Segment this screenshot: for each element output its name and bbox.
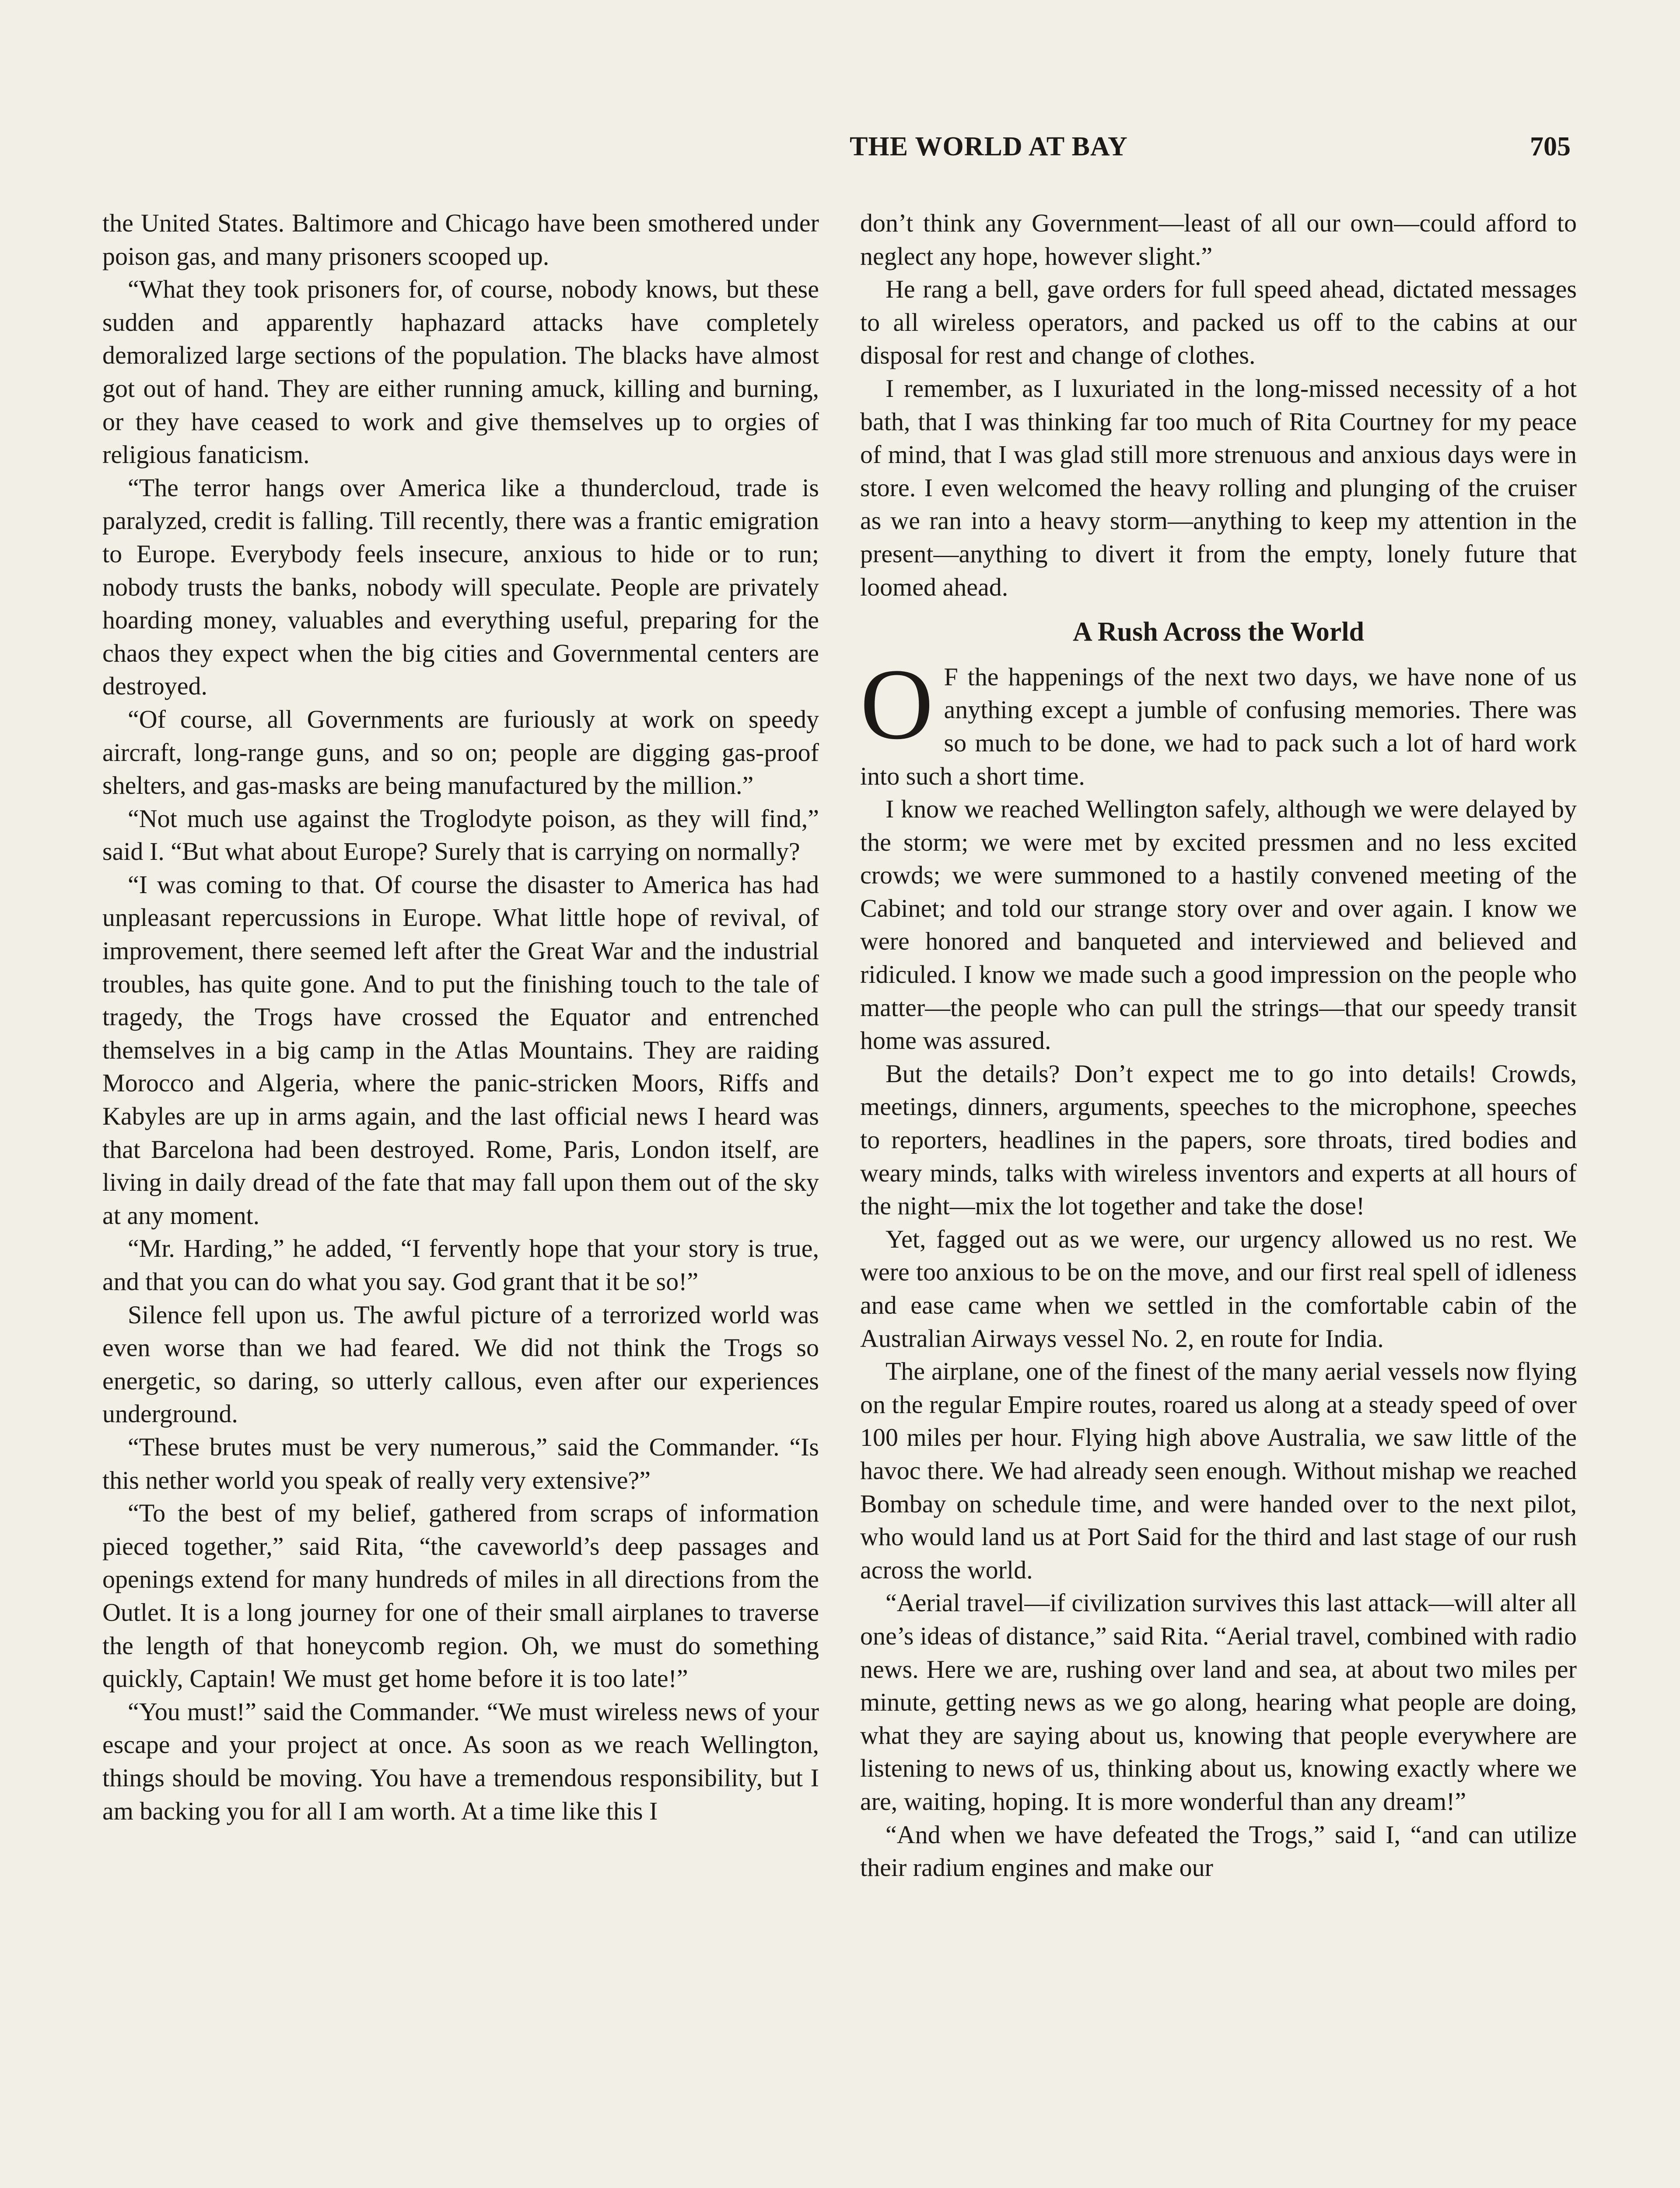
right-column: [860, 207, 1577, 1884]
paragraph: “To the best of my belief, gathered from scraps of information pieced together,” said Rita, “the caveworld’s deep passages and openings extend for many hundreds of miles in all directions from the Outlet. It is a long journey for one of their small airplanes to traverse the length of that honeycomb region. Oh, we must do something quickly, Captain! We must get home before it is too late!”: [102, 1499, 819, 1693]
paragraph: But the details? Don’t expect me to go into details! Crowds, meetings, dinners, arguments, speeches to the microphone, speeches to reporters, headlines in the papers, sore throats, tired bodies and weary minds, talks with wireless inventors and experts at all hours of the night—mix the lot together and take the dose!: [860, 1059, 1577, 1220]
section-heading: A Rush Across the World: [1072, 617, 1365, 647]
paragraph: “Of course, all Governments are furiously at work on speedy aircraft, long-range guns, and so on; people are digging gas-proof shelters, and gas-masks are being manufactured by the million.”: [102, 705, 819, 800]
paragraph: “I was coming to that. Of course the disaster to America has had unpleasant repercussions in Europe. What little hope of revival, of improvement, there seemed left after the Great War and the industrial troubles, has quite gone. And to put the finishing touch to the tale of tragedy, the Trogs have crossed the Equator and entrenched themselves in a big camp in the Atlas Mountains. They are raiding Morocco and Algeria, where the panic-stricken Moors, Riffs and Kabyles are up in arms again, and the last official news I heard was that Barcelona had been destroyed. Rome, Paris, London itself, are living in daily dread of the fate that may fall upon them out of the sky at any moment.: [102, 870, 819, 1230]
page-number: 705: [1530, 132, 1571, 161]
running-title: THE WORLD AT BAY: [850, 132, 1128, 161]
paragraph: the United States. Baltimore and Chicago have been smothered under poison gas, and many prisoners scooped up.: [102, 209, 819, 270]
paragraph: He rang a bell, gave orders for full speed ahead, dictated messages to all wireless operators, and packed us off to the cabins at our disposal for rest and change of clothes.: [860, 275, 1577, 370]
paragraph: I know we reached Wellington safely, although we were delayed by the storm; we were met by excited pressmen and no less excited crowds; we were summoned to a hastily convened meeting of the Cabinet; and told our strange story over and over again. I know we were honored and banqueted and interviewed and believed and ridiculed. I know we made such a good impression on the people who matter—the people who can pull the strings—that our speedy transit home was assured.: [860, 795, 1577, 1055]
paragraph: “Not much use against the Troglodyte poison, as they will find,” said I. “But what about Europe? Surely that is carrying on normally?: [102, 804, 819, 866]
paragraph: “Mr. Harding,” he added, “I fervently hope that your story is true, and that you can do what you say. God grant that it be so!”: [102, 1234, 819, 1296]
left-column: [102, 207, 819, 1827]
drop-cap-paragraph-text: F the happenings of the next two days, we have none of us anything except a jumble of confusing memories. There was so much to be done, we had to pack such a lot of hard work into such a short time.: [860, 662, 1577, 790]
paragraph: Silence fell upon us. The awful picture of a terrorized world was even worse than we had feared. We did not think the Trogs so energetic, so daring, so utterly callous, even after our experiences underground.: [102, 1300, 819, 1428]
paragraph: “What they took prisoners for, of course, nobody knows, but these sudden and apparently haphazard attacks have completely demoralized large sections of the population. The blacks have almost got out of hand. They are either running amuck, killing and burning, or they have ceased to work and give themselves up to orgies of religious fanaticism.: [102, 275, 819, 469]
paragraph: I remember, as I luxuriated in the long-missed necessity of a hot bath, that I was thinking far too much of Rita Courtney for my peace of mind, that I was glad still more strenuous and anxious days were in store. I even welcomed the heavy rolling and plunging of the cruiser as we ran into a heavy storm—anything to keep my attention in the present—anything to divert it from the empty, lonely future that loomed ahead.: [860, 374, 1577, 601]
paragraph: don’t think any Government—least of all our own—could afford to neglect any hope, however slight.”: [860, 209, 1577, 270]
paragraph: “And when we have defeated the Trogs,” said I, “and can utilize their radium engines and make our: [860, 1820, 1577, 1882]
paragraph: “Aerial travel—if civilization survives this last attack—will alter all one’s ideas of distance,” said Rita. “Aerial travel, combined with radio news. Here we are, rushing over land and sea, at about two miles per minute, getting news as we go along, hearing what people are doing, what they are saying about us, knowing that people everywhere are listening to news of us, thinking about us, knowing exactly where we are, waiting, hoping. It is more wonderful than any dream!”: [860, 1588, 1577, 1816]
drop-cap: O: [860, 648, 934, 761]
page-header: [630, 131, 1571, 184]
paragraph: “These brutes must be very numerous,” said the Commander. “Is this nether world you speak of really very extensive?”: [102, 1432, 819, 1494]
paragraph: “The terror hangs over America like a thundercloud, trade is paralyzed, credit is falling. Till recently, there was a frantic emigration to Europe. Everybody feels insecure, anxious to hide or to run; nobody trusts the banks, nobody will speculate. People are privately hoarding money, valuables and everything useful, preparing for the chaos they expect when the big cities and Governmental centers are destroyed.: [102, 473, 819, 701]
paragraph: Yet, fagged out as we were, our urgency allowed us no rest. We were too anxious to be on the move, and our first real spell of idleness and ease came when we settled in the comfortable cabin of the Australian Airways vessel No. 2, en route for India.: [860, 1224, 1577, 1353]
paragraph: “You must!” said the Commander. “We must wireless news of your escape and your project at once. As soon as we reach Wellington, things should be moving. You have a tremendous responsibility, but I am backing you for all I am worth. At a time like this I: [102, 1697, 819, 1825]
paragraph: The airplane, one of the finest of the many aerial vessels now flying on the regular Empire routes, roared us along at a steady speed of over 100 miles per hour. Flying high above Australia, we saw little of the havoc there. We had already seen enough. Without mishap we reached Bombay on schedule time, and were handed over to the next pilot, who would land us at Port Said for the third and last stage of our rush across the world.: [860, 1357, 1577, 1584]
drop-cap-paragraph: [860, 648, 1577, 792]
